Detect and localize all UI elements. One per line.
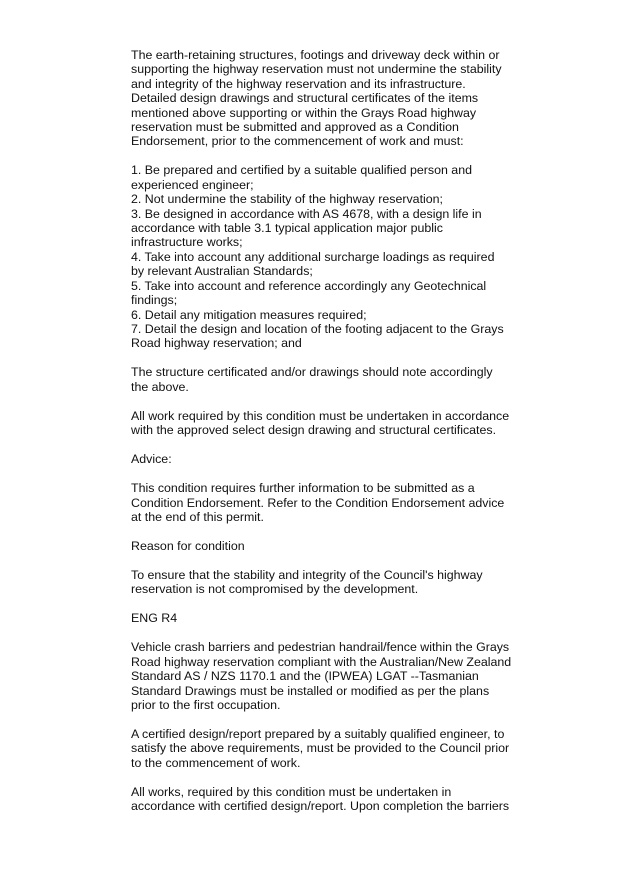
text-line: 7. Detail the design and location of the footing adjacent to the Grays	[131, 321, 504, 336]
text-line: A certified design/report prepared by a suitably qualified engineer, to	[131, 726, 505, 741]
paragraph-advice-body	[131, 481, 531, 524]
text-line: experienced engineer;	[131, 177, 254, 192]
paragraph-all-works	[131, 785, 531, 814]
text-line: Reason for condition	[131, 538, 245, 553]
text-line: 2. Not undermine the stability of the highway reservation;	[131, 192, 443, 207]
paragraph-work-accordance	[131, 409, 531, 438]
text-line: and integrity of the highway reservation and its infrastructure.	[131, 76, 466, 91]
text-line: Advice:	[131, 452, 172, 467]
document-page	[131, 48, 531, 828]
text-line: reservation must be submitted and approved as a Condition	[131, 120, 459, 135]
text-line: accordance with certified design/report. Upon completion the barriers	[131, 799, 510, 814]
text-line: accordance with table 3.1 typical application major public	[131, 221, 444, 236]
text-line: Standard Drawings must be installed or modified as per the plans	[131, 683, 490, 698]
paragraph-reason-body	[131, 568, 531, 597]
text-line: The structure certificated and/or drawings should note accordingly	[131, 365, 493, 380]
text-line: mentioned above supporting or within the Grays Road highway	[131, 105, 477, 120]
text-line: satisfy the above requirements, must be provided to the Council prior	[131, 741, 510, 756]
paragraph-reason-heading	[131, 539, 531, 553]
text-line: Endorsement, prior to the commencement of work and must:	[131, 134, 464, 149]
text-line: 6. Detail any mitigation measures required;	[131, 307, 367, 322]
text-line: Condition Endorsement. Refer to the Condition Endorsement advice	[131, 495, 505, 510]
text-line: Vehicle crash barriers and pedestrian handrail/fence within the Grays	[131, 640, 510, 655]
text-line: supporting the highway reservation must not undermine the stability	[131, 62, 502, 77]
text-line: by relevant Australian Standards;	[131, 264, 313, 279]
text-line: 1. Be prepared and certified by a suitable qualified person and	[131, 163, 472, 178]
text-line: findings;	[131, 293, 178, 308]
paragraph-advice-heading	[131, 452, 531, 466]
text-line: ENG R4	[131, 611, 178, 626]
text-line: All work required by this condition must be undertaken in accordance	[131, 408, 510, 423]
text-line: 3. Be designed in accordance with AS 4678, with a design life in	[131, 206, 482, 221]
text-line: All works, required by this condition must be undertaken in	[131, 784, 452, 799]
text-line: to the commencement of work.	[131, 755, 301, 770]
text-line: Detailed design drawings and structural certificates of the items	[131, 91, 479, 106]
text-line: infrastructure works;	[131, 235, 243, 250]
paragraph-certified-design	[131, 727, 531, 770]
paragraph-barriers-body	[131, 640, 531, 712]
paragraph-certificate-note	[131, 365, 531, 394]
paragraph-requirements-list	[131, 163, 531, 350]
text-line: reservation is not compromised by the development.	[131, 582, 419, 597]
paragraph-intro	[131, 48, 531, 149]
text-line: at the end of this permit.	[131, 509, 264, 524]
text-line: with the approved select design drawing and structural certificates.	[131, 423, 497, 438]
text-line: Standard AS / NZS 1170.1 and the (IPWEA) LGAT --Tasmanian	[131, 669, 479, 684]
paragraph-eng-r4-heading	[131, 611, 531, 625]
text-line: Road highway reservation compliant with the Australian/New Zealand	[131, 654, 512, 669]
text-line: the above.	[131, 379, 189, 394]
text-line: 4. Take into account any additional surcharge loadings as required	[131, 249, 495, 264]
text-line: This condition requires further information to be submitted as a	[131, 481, 475, 496]
text-line: 5. Take into account and reference accordingly any Geotechnical	[131, 278, 487, 293]
text-line: The earth-retaining structures, footings and driveway deck within or	[131, 48, 500, 62]
text-line: Road highway reservation; and	[131, 336, 302, 351]
text-line: To ensure that the stability and integrity of the Council's highway	[131, 567, 483, 582]
text-line: prior to the first occupation.	[131, 697, 281, 712]
